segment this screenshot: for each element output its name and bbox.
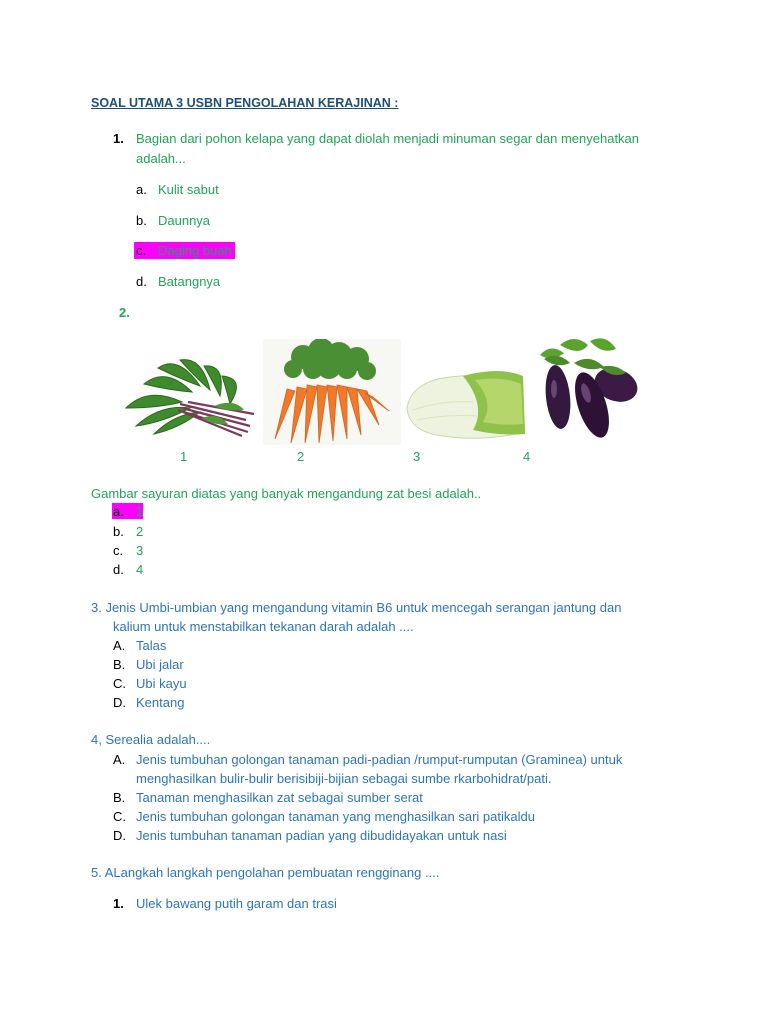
napa-cabbage-image: [403, 362, 527, 446]
q1-option-a-text[interactable]: Kulit sabut: [158, 182, 219, 197]
q1-option-d-letter: d.: [136, 274, 147, 289]
carrots-image: [263, 339, 401, 445]
q4-text: 4, Serealia adalah....: [91, 732, 211, 747]
q5-step-text: Ulek bawang putih garam dan trasi: [136, 896, 337, 911]
q5-step-number: 1.: [113, 896, 124, 911]
q2-option-b-text[interactable]: 2: [136, 524, 144, 539]
q2-question: Gambar sayuran diatas yang banyak mengandung zat besi adalah..: [91, 486, 482, 501]
q3-text-line1: 3. Jenis Umbi-umbian yang mengandung vitamin B6 untuk mencegah serangan jantung dan: [91, 600, 622, 615]
q3-option-d-text[interactable]: Kentang: [136, 695, 185, 710]
q4-option-b-letter: B.: [113, 790, 126, 805]
image-label-4: 4: [523, 449, 531, 464]
q2-option-a-letter: a.: [113, 504, 124, 519]
image-label-2: 2: [297, 449, 305, 464]
q3-option-a-text[interactable]: Talas: [136, 638, 167, 653]
page-title: SOAL UTAMA 3 USBN PENGOLAHAN KERAJINAN :: [91, 96, 399, 110]
q3-option-c-letter: C.: [113, 676, 126, 691]
q1-number: 1.: [113, 131, 124, 146]
q1-option-d-text[interactable]: Batangnya: [158, 274, 221, 289]
image-label-3: 3: [413, 449, 421, 464]
q1-option-c-letter: c.: [136, 243, 147, 258]
q2-number: 2.: [119, 305, 130, 320]
q1-text-line2: adalah...: [136, 151, 186, 166]
q1-option-b-text[interactable]: Daunnya: [158, 213, 211, 228]
q4-option-a-text-line1[interactable]: Jenis tumbuhan golongan tanaman padi-padian /rumput-rumputan (Graminea) untuk: [136, 752, 623, 767]
q1-option-a-letter: a.: [136, 182, 147, 197]
q2-option-c-letter: c.: [113, 543, 124, 558]
eggplant-image: [530, 333, 640, 445]
q4-option-d-text[interactable]: Jenis tumbuhan tanaman padian yang dibudidayakan untuk nasi: [136, 828, 507, 843]
q3-option-b-letter: B.: [113, 657, 126, 672]
q3-option-c-text[interactable]: Ubi kayu: [136, 676, 187, 691]
q3-text-line2: kalium untuk menstabilkan tekanan darah adalah ....: [113, 619, 414, 634]
q4-option-b-text[interactable]: Tanaman menghasilkan zat sebagai sumber serat: [136, 790, 423, 805]
q1-option-b-letter: b.: [136, 213, 147, 228]
q2-option-d-text[interactable]: 4: [136, 562, 144, 577]
q1-text-line1: Bagian dari pohon kelapa yang dapat diolah menjadi minuman segar dan menyehatkan: [136, 131, 640, 146]
q4-option-c-letter: C.: [113, 809, 126, 824]
q4-option-c-text[interactable]: Jenis tumbuhan golongan tanaman yang menghasilkan sari patikaldu: [136, 809, 535, 824]
q2-option-c-text[interactable]: 3: [136, 543, 144, 558]
q5-text: 5. ALangkah langkah pengolahan pembuatan rengginang ....: [91, 865, 440, 880]
q2-option-d-letter: d.: [113, 562, 124, 577]
water-spinach-image: [118, 346, 260, 442]
q3-option-b-text[interactable]: Ubi jalar: [136, 657, 184, 672]
q4-option-a-text-line2[interactable]: menghasilkan bulir-bulir berisibiji-bijian sebagai sumbe rkarbohidrat/pati.: [136, 771, 552, 786]
q4-option-d-letter: D.: [113, 828, 126, 843]
q3-option-a-letter: A.: [113, 638, 126, 653]
q4-option-a-letter: A.: [113, 752, 126, 767]
q2-option-b-letter: b.: [113, 524, 124, 539]
q1-option-c-text[interactable]: Daging buah: [158, 243, 232, 258]
q2-option-a-text[interactable]: 1: [136, 504, 144, 519]
image-label-1: 1: [180, 449, 188, 464]
q3-option-d-letter: D.: [113, 695, 126, 710]
